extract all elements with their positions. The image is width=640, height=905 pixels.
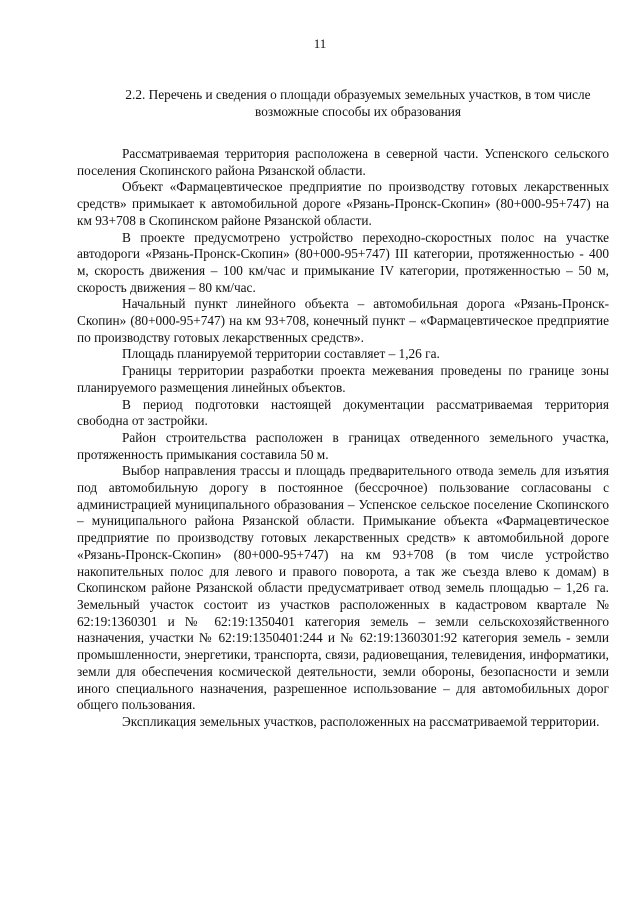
paragraph: Объект «Фармацевтическое предприятие по производству готовых лекарственных средств» примыкает к автомобильной дороге «Рязань-Пронск-Скопин» (80+000-95+747) на км 93+708 в Скопинском районе Рязанской области. <box>77 179 609 228</box>
paragraph: Границы территории разработки проекта межевания проведены по границе зоны планируемого размещения линейных объектов. <box>77 363 609 395</box>
paragraph: Район строительства расположен в границах отведенного земельного участка, протяженность примыкания составила 50 м. <box>77 429 609 462</box>
paragraph: В проекте предусмотрено устройство переходно-скоростных полос на участке автодороги «Рязань-Пронск-Скопин» (80+000-95+747) III категории, протяженностью - 400 м, скорость движения – 100 км/час и примыкание IV категории, протяженностью – 50 м, скорость движения – 80 км/час. <box>77 229 609 295</box>
section-heading: 2.2. Перечень и сведения о площади образуемых земельных участков, в том числе возможные способы их образования <box>125 87 591 119</box>
paragraph: Площадь планируемой территории составляет – 1,26 га. <box>122 346 440 362</box>
document-body <box>77 146 609 731</box>
paragraph: В период подготовки настоящей документации рассматриваемая территория свободна от застройки. <box>77 396 609 429</box>
page-number: 11 <box>313 36 327 51</box>
paragraph: Выбор направления трассы и площадь предварительного отвода земель для изъятия под автомобильную дорогу в постоянное (бессрочное) пользование согласованы с администрацией муниципального образования – Успенское сельское поселение Скопинского – муниципального района Рязанской области. Примыкание объекта «Фармацевтическое предприятие по производству готовых лекарственных средств» к автомобильной дороге «Рязань-Пронск-Скопин» (80+000-95+747) на км 93+708 (в том числе устройство накопительных полос для левого и правого поворота, а так же съезда влево к домам) в Скопинском районе Рязанской области предусматривает отвод земель площадью – 1,26 га. Земельный участок состоит из участков расположенных в кадастровом квартале № 62:19:1360301 и № 62:19:1350401 категория земель – земли сельскохозяйственного назначения, участки № 62:19:1350401:244 и № 62:19:1360301:92 категория земель - земли промышленности, энергетики, транспорта, связи, радиовещания, телевидения, информатики, земли для обеспечения космической деятельности, земли обороны, безопасности и земли иного специального назначения, разрешенное использование – для автомобильных дорог общего пользования. <box>77 463 609 713</box>
paragraph: Начальный пункт линейного объекта – автомобильная дорога «Рязань-Пронск-Скопин» (80+000-95+747) на км 93+708, конечный пункт – «Фармацевтическое предприятие по производству готовых лекарственных средств». <box>77 296 609 345</box>
paragraph: Рассматриваемая территория расположена в северной части. Успенского сельского поселения Скопинского района Рязанской области. <box>77 146 609 178</box>
paragraph: Экспликация земельных участков, расположенных на рассматриваемой территории. <box>122 713 600 729</box>
